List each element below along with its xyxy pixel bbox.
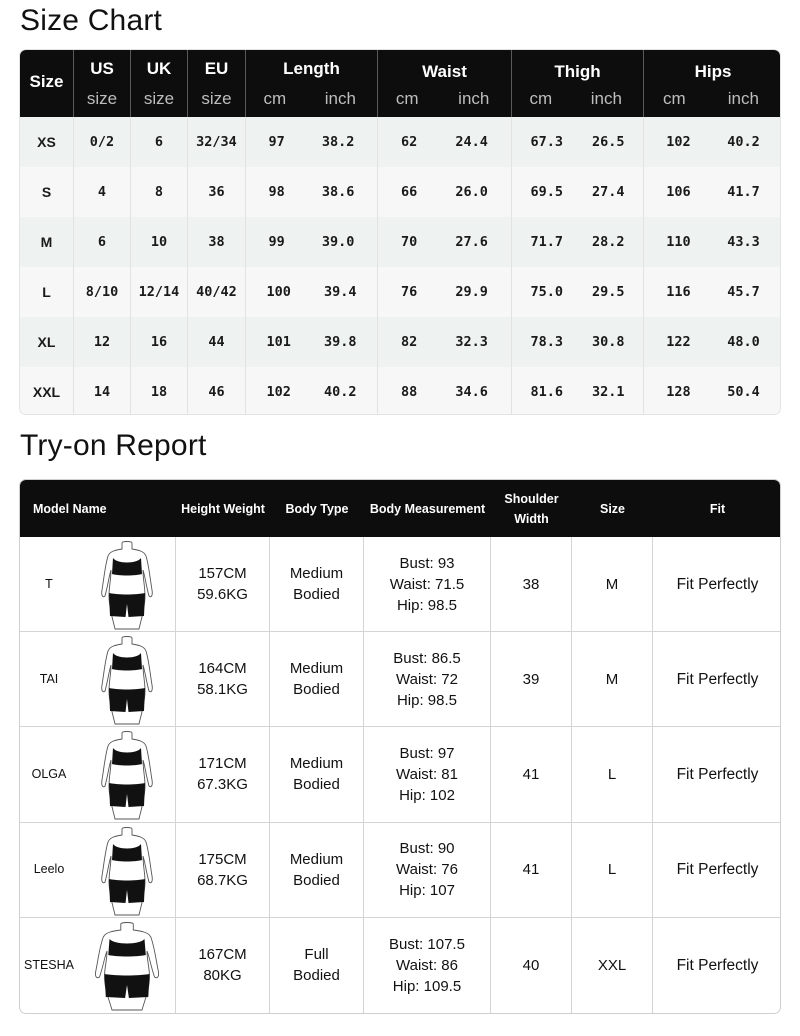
tryon-height-weight-stack <box>197 563 248 605</box>
size-chart-value-length-inch: 38.6 <box>321 184 355 200</box>
tryon-shoulder-width: 41 <box>491 823 572 918</box>
tryon-header-model-name <box>20 480 176 537</box>
size-chart-header-thigh-cm: cm <box>529 89 553 108</box>
size-chart-cell-eu: 44 <box>188 317 246 367</box>
tryon-size: L <box>572 823 653 918</box>
tryon-shoulder-width: 38 <box>491 537 572 632</box>
tryon-bust: Bust: 97 <box>399 744 455 762</box>
tryon-height: 171CM <box>198 755 247 773</box>
tryon-hip: Hip: 102 <box>399 786 455 804</box>
size-chart-value-length-cm: 98 <box>268 184 285 200</box>
model-figure-icon <box>89 921 165 1011</box>
size-chart-value-waist-cm: 76 <box>401 284 418 300</box>
tryon-body-type-line2: Bodied <box>293 586 340 604</box>
tryon-report-table <box>19 479 781 1014</box>
size-chart-header-length <box>246 50 378 117</box>
size-chart-header-uk-sub: size <box>143 89 175 108</box>
size-chart-value-hips-inch: 50.4 <box>727 384 760 400</box>
tryon-height: 175CM <box>198 850 247 868</box>
size-chart-header-uk-label: UK <box>146 59 172 78</box>
tryon-model-name: Leelo <box>20 823 78 918</box>
size-chart-value-waist-cm: 82 <box>401 334 418 350</box>
size-chart-header-eu <box>188 50 246 117</box>
tryon-waist: Waist: 86 <box>396 956 458 974</box>
size-chart-value-hips-cm: 102 <box>666 134 691 150</box>
size-chart-value-length-cm: 100 <box>266 284 291 300</box>
size-chart-value-waist-inch: 29.9 <box>455 284 488 300</box>
tryon-body-type <box>270 632 364 727</box>
size-chart-cell-waist <box>378 167 512 217</box>
tryon-body-type-line1: Full <box>304 946 329 964</box>
tryon-body-type-stack <box>290 563 343 605</box>
size-chart-cell-length <box>246 267 378 317</box>
size-chart-cell-us: 12 <box>74 317 131 367</box>
size-chart-value-hips-inch: 41.7 <box>727 184 760 200</box>
size-chart-value-thigh-inch: 27.4 <box>591 184 625 200</box>
tryon-model-name: TAI <box>20 632 78 727</box>
tryon-weight: 68.7KG <box>197 871 248 889</box>
size-chart-value-waist-inch: 27.6 <box>455 234 488 250</box>
size-chart-value-length-cm: 102 <box>266 384 291 400</box>
size-chart-header-length-cm: cm <box>263 89 287 108</box>
tryon-size: XXL <box>572 918 653 1013</box>
tryon-bust: Bust: 93 <box>399 554 455 572</box>
size-chart-cell-waist <box>378 367 512 415</box>
size-chart-value-thigh-inch: 32.1 <box>591 384 625 400</box>
tryon-body-type-stack <box>290 849 343 891</box>
size-chart-value-length-cm: 99 <box>268 234 285 250</box>
size-chart-header-us-label: US <box>90 59 114 78</box>
tryon-fit: Fit Perfectly <box>676 956 759 974</box>
size-chart-value-thigh-inch: 29.5 <box>591 284 625 300</box>
size-chart-header-hips-cm: cm <box>663 89 686 108</box>
size-chart-cell-length <box>246 217 378 267</box>
size-chart-cell-size: S <box>20 167 74 217</box>
size-chart-cell-length <box>246 117 378 167</box>
tryon-model-figure <box>78 918 176 1013</box>
size-chart-cell-waist <box>378 267 512 317</box>
size-chart-header-hips-label: Hips <box>694 62 732 81</box>
size-chart-cell-us: 0/2 <box>74 117 131 167</box>
size-chart-cell-us: 6 <box>74 217 131 267</box>
tryon-height-weight <box>176 537 270 632</box>
tryon-body-type-line1: Medium <box>289 565 344 583</box>
model-figure-icon <box>95 540 159 630</box>
tryon-height-weight <box>176 632 270 727</box>
size-chart-value-length-inch: 39.0 <box>321 234 355 250</box>
tryon-body-type-line1: Medium <box>289 660 344 678</box>
size-chart-cell-us: 14 <box>74 367 131 415</box>
tryon-model-figure <box>78 727 176 822</box>
tryon-fit: Fit Perfectly <box>653 823 781 918</box>
size-chart-header-us <box>74 50 131 117</box>
size-chart-cell-hips <box>644 367 781 415</box>
tryon-shoulder-width: 40 <box>491 918 572 1013</box>
size-chart-cell-uk: 6 <box>131 117 188 167</box>
tryon-body-measurement-stack <box>393 648 461 711</box>
size-chart-header-hips-inch: inch <box>727 89 759 108</box>
size-chart-cell-eu: 38 <box>188 217 246 267</box>
size-chart-header-thigh-inch: inch <box>590 89 622 108</box>
model-figure-icon <box>95 826 159 916</box>
size-chart-cell-thigh <box>512 367 644 415</box>
tryon-weight: 80KG <box>203 967 242 985</box>
tryon-fit: Fit Perfectly <box>653 727 781 822</box>
tryon-waist: Waist: 71.5 <box>389 575 465 593</box>
tryon-body-type-line2: Bodied <box>293 681 340 699</box>
tryon-header-model-line2: Name <box>72 501 107 516</box>
size-chart-value-length-cm: 101 <box>266 334 291 350</box>
size-chart-value-waist-cm: 62 <box>401 134 418 150</box>
tryon-fit: Fit Perfectly <box>653 537 781 632</box>
tryon-waist: Waist: 72 <box>396 670 458 688</box>
size-chart-cell-us: 8/10 <box>74 267 131 317</box>
size-chart-cell-hips <box>644 267 781 317</box>
tryon-body-measurement <box>364 727 491 822</box>
size-chart-value-thigh-inch: 30.8 <box>591 334 625 350</box>
size-chart-title: Size Chart <box>20 4 163 37</box>
size-chart-header-length-label: Length <box>283 59 340 78</box>
tryon-body-type <box>270 537 364 632</box>
size-chart-cell-uk: 18 <box>131 367 188 415</box>
tryon-waist: Waist: 81 <box>396 765 458 783</box>
size-chart-cell-us: 4 <box>74 167 131 217</box>
size-chart-cell-uk: 10 <box>131 217 188 267</box>
tryon-height-weight-stack <box>197 658 248 700</box>
tryon-model-figure <box>78 632 176 727</box>
tryon-header-shoulder-line1: Shoulder <box>504 491 559 506</box>
size-chart-cell-thigh <box>512 167 644 217</box>
size-chart-value-length-inch: 39.8 <box>323 334 357 350</box>
tryon-body-type <box>270 727 364 822</box>
tryon-hip: Hip: 98.5 <box>396 691 458 709</box>
tryon-header-body-type-line1: Body <box>285 501 317 516</box>
tryon-body-type-line1: Medium <box>289 850 344 868</box>
size-chart-value-length-inch: 39.4 <box>323 284 357 300</box>
size-chart-cell-thigh <box>512 267 644 317</box>
size-chart-value-length-cm: 97 <box>268 134 285 150</box>
size-chart-cell-hips <box>644 117 781 167</box>
tryon-height: 157CM <box>198 565 247 583</box>
size-chart-value-waist-cm: 88 <box>401 384 418 400</box>
tryon-body-measurement-stack <box>396 743 458 806</box>
size-chart-value-waist-cm: 66 <box>401 184 418 200</box>
size-chart-cell-hips <box>644 217 781 267</box>
size-chart-cell-hips <box>644 167 781 217</box>
size-chart-header-waist <box>378 50 512 117</box>
tryon-report-title: Try-on Report <box>20 429 207 462</box>
tryon-height: 167CM <box>198 946 247 964</box>
tryon-body-type-stack <box>290 753 343 795</box>
tryon-size: L <box>572 727 653 822</box>
size-chart-value-thigh-inch: 26.5 <box>591 134 625 150</box>
tryon-hip: Hip: 107 <box>399 882 455 900</box>
tryon-model-name: STESHA <box>23 957 74 972</box>
size-chart-value-waist-cm: 70 <box>401 234 418 250</box>
tryon-body-type-line2: Bodied <box>293 776 340 794</box>
size-chart-cell-size: XXL <box>20 367 74 415</box>
size-chart-header-waist-label: Waist <box>422 62 467 81</box>
tryon-header-body-type-line2: Type <box>320 501 349 516</box>
size-chart-cell-uk: 12/14 <box>131 267 188 317</box>
tryon-body-measurement-stack <box>390 553 464 616</box>
size-chart-cell-thigh <box>512 217 644 267</box>
size-chart-cell-length <box>246 317 378 367</box>
size-chart-value-hips-cm: 116 <box>666 284 691 300</box>
tryon-header-weight: Weight <box>223 501 265 516</box>
size-chart-header-thigh-label: Thigh <box>554 62 601 81</box>
size-chart-header-length-inch: inch <box>324 89 356 108</box>
size-chart-value-length-inch: 38.2 <box>321 134 355 150</box>
tryon-height-weight-stack <box>197 753 248 795</box>
tryon-weight: 58.1KG <box>197 681 248 699</box>
size-chart-value-thigh-cm: 71.7 <box>530 234 563 250</box>
size-chart-cell-size: M <box>20 217 74 267</box>
model-figure-icon <box>95 730 159 820</box>
tryon-weight: 59.6KG <box>197 586 248 604</box>
tryon-header-shoulder-line2: Width <box>514 511 549 526</box>
tryon-header-shoulder-width <box>491 480 572 537</box>
model-figure-icon <box>95 635 159 725</box>
size-chart-value-thigh-cm: 78.3 <box>530 334 563 350</box>
size-chart-header-us-sub: size <box>86 89 118 108</box>
tryon-model-name: T <box>20 537 78 632</box>
tryon-fit: Fit Perfectly <box>653 632 781 727</box>
size-chart-value-hips-inch: 48.0 <box>727 334 760 350</box>
size-chart-header-size-label: Size <box>29 72 64 91</box>
size-chart-cell-eu: 36 <box>188 167 246 217</box>
tryon-body-type-line2: Bodied <box>293 871 340 889</box>
tryon-header-fit: Fit <box>653 480 781 537</box>
size-chart-header-waist-cm: cm <box>395 89 419 108</box>
size-chart-header-eu-sub: size <box>201 89 232 108</box>
size-chart-value-length-inch: 40.2 <box>323 384 357 400</box>
tryon-weight: 67.3KG <box>197 776 248 794</box>
tryon-bust: Bust: 107.5 <box>389 935 465 953</box>
size-chart-value-waist-inch: 34.6 <box>455 384 488 400</box>
size-chart-value-hips-inch: 43.3 <box>727 234 760 250</box>
size-chart-header-waist-inch: inch <box>458 89 490 108</box>
size-chart-cell-waist <box>378 217 512 267</box>
tryon-height-weight <box>176 823 270 918</box>
tryon-model-figure <box>78 537 176 632</box>
size-chart-cell-eu: 40/42 <box>188 267 246 317</box>
size-chart-cell-size: XS <box>20 117 74 167</box>
size-chart-value-hips-cm: 110 <box>666 234 691 250</box>
size-chart-table <box>19 49 781 415</box>
size-chart-value-hips-cm: 128 <box>666 384 691 400</box>
tryon-body-measurement <box>364 918 491 1013</box>
tryon-size: M <box>572 632 653 727</box>
size-chart-cell-length <box>246 367 378 415</box>
tryon-height-weight <box>176 727 270 822</box>
size-chart-header-size <box>20 50 74 117</box>
tryon-header-model-line1: Model <box>33 501 70 516</box>
size-chart-cell-uk: 8 <box>131 167 188 217</box>
size-chart-value-hips-inch: 45.7 <box>727 284 760 300</box>
tryon-hip: Hip: 98.5 <box>396 596 458 614</box>
tryon-body-measurement-stack <box>396 838 458 901</box>
size-chart-value-thigh-cm: 81.6 <box>530 384 563 400</box>
size-chart-value-hips-cm: 106 <box>666 184 691 200</box>
tryon-height: 164CM <box>198 660 247 678</box>
size-chart-header-hips <box>644 50 781 117</box>
tryon-header-body-measurement-line1: Body <box>369 501 402 516</box>
size-chart-value-waist-inch: 32.3 <box>455 334 488 350</box>
size-chart-header-eu-label: EU <box>204 59 229 78</box>
size-chart-header-uk <box>131 50 188 117</box>
tryon-body-measurement <box>364 537 491 632</box>
size-chart-cell-uk: 16 <box>131 317 188 367</box>
tryon-header-size: Size <box>572 480 653 537</box>
tryon-bust: Bust: 90 <box>399 840 455 858</box>
tryon-header-body-measurement <box>364 480 491 537</box>
tryon-model-figure <box>78 823 176 918</box>
size-chart-cell-waist <box>378 317 512 367</box>
size-chart-header-thigh <box>512 50 644 117</box>
tryon-bust: Bust: 86.5 <box>393 649 461 667</box>
tryon-header-height-weight <box>176 480 270 537</box>
size-chart-cell-eu: 46 <box>188 367 246 415</box>
size-chart-value-thigh-cm: 75.0 <box>530 284 563 300</box>
size-chart-value-thigh-cm: 69.5 <box>530 184 563 200</box>
tryon-body-measurement-stack <box>389 934 465 997</box>
tryon-header-body-type <box>270 480 364 537</box>
size-chart-cell-waist <box>378 117 512 167</box>
tryon-height-weight-stack <box>198 944 246 986</box>
size-chart-cell-size: L <box>20 267 74 317</box>
tryon-body-type-line1: Medium <box>289 755 344 773</box>
tryon-height-weight-stack <box>197 849 248 891</box>
tryon-body-type <box>270 918 364 1013</box>
tryon-height-weight <box>176 918 270 1013</box>
tryon-hip: Hip: 109.5 <box>392 977 462 995</box>
size-chart-cell-eu: 32/34 <box>188 117 246 167</box>
size-chart-value-waist-inch: 26.0 <box>455 184 488 200</box>
tryon-waist: Waist: 76 <box>396 861 458 879</box>
tryon-shoulder-width: 39 <box>491 632 572 727</box>
tryon-body-type <box>270 823 364 918</box>
size-chart-cell-size: XL <box>20 317 74 367</box>
tryon-size: M <box>572 537 653 632</box>
size-chart-value-thigh-inch: 28.2 <box>591 234 625 250</box>
tryon-body-measurement <box>364 823 491 918</box>
size-chart-value-hips-cm: 122 <box>666 334 691 350</box>
tryon-shoulder-width: 41 <box>491 727 572 822</box>
tryon-header-height: Height <box>181 501 220 516</box>
tryon-body-type-stack <box>293 944 340 986</box>
size-chart-value-thigh-cm: 67.3 <box>530 134 563 150</box>
tryon-body-measurement <box>364 632 491 727</box>
size-chart-cell-hips <box>644 317 781 367</box>
tryon-model-name: OLGA <box>20 727 78 822</box>
size-chart-value-hips-inch: 40.2 <box>727 134 760 150</box>
size-chart-cell-thigh <box>512 317 644 367</box>
size-chart-cell-thigh <box>512 117 644 167</box>
tryon-body-type-line2: Bodied <box>293 967 340 985</box>
tryon-body-type-stack <box>290 658 343 700</box>
tryon-header-body-measurement-line2: Measurement <box>404 501 486 516</box>
size-chart-value-waist-inch: 24.4 <box>455 134 488 150</box>
size-chart-cell-length <box>246 167 378 217</box>
